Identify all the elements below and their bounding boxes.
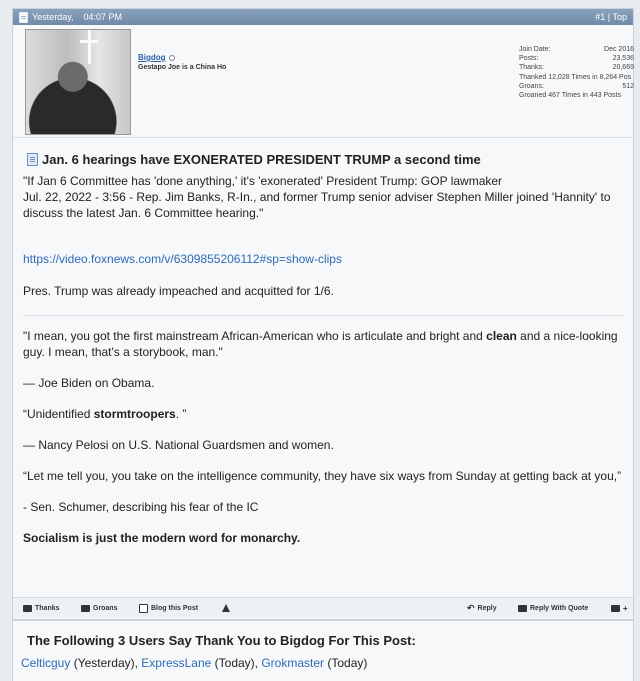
stat-label: Posts:: [519, 55, 539, 63]
statement: Pres. Trump was already impeached and acquitted for 1/6.: [23, 284, 334, 298]
biden-quote: "I mean, you got the first mainstream African-American who is articulate and bright and clean and a nice-looking guy. I mean, that's a storybook, man.": [23, 329, 618, 359]
reply-button[interactable]: ↶ Reply: [467, 602, 497, 613]
post-title: [27, 152, 623, 167]
blog-icon: [139, 604, 148, 613]
user-title: Gestapo Joe is a China Ho: [138, 64, 227, 71]
offline-status-icon: [169, 55, 175, 61]
stat-label: Thanks:: [519, 64, 544, 72]
stat-label: Groans:: [519, 82, 544, 90]
stat-value: 12,028 Times in 8,264 Pos: [548, 73, 632, 81]
document-icon: [27, 153, 38, 166]
schumer-quote: “Let me tell you, you take on the intelligence community, they have six ways from Sunday at getting back at you,”: [23, 469, 622, 483]
stat-value: 512: [622, 82, 634, 90]
stat-label: Groaned: [519, 92, 547, 100]
stat-value: 20,669: [612, 64, 634, 72]
post-number-link[interactable]: #1: [595, 12, 606, 22]
user-stats: [519, 45, 634, 100]
post-doc-icon: [19, 12, 28, 23]
thanks-title: The Following 3 Users Say Thank You to Bigdog For This Post:: [27, 633, 416, 648]
groans-icon: [81, 605, 90, 612]
schumer-attribution: - Sen. Schumer, describing his fear of the IC: [23, 500, 259, 514]
user-info: [13, 25, 633, 138]
thanker-link[interactable]: ExpressLane: [141, 656, 212, 670]
reply-arrow-icon: ↶: [467, 602, 475, 613]
header-divider: |: [607, 12, 611, 22]
stat-value: 23,536: [612, 55, 634, 63]
stat-label: Thanked: [519, 73, 547, 81]
quote-line-1: "If Jan 6 Committee has 'done anything,' it's 'exonerated' President Trump: GOP lawmaker: [23, 174, 503, 188]
thanker-link[interactable]: Celticguy: [21, 656, 71, 670]
thanker-link[interactable]: Grokmaster: [261, 656, 325, 670]
signature-divider: [23, 315, 623, 316]
thanks-icon: [23, 605, 32, 612]
thanks-when: (Yesterday),: [70, 656, 142, 670]
video-link[interactable]: https://video.foxnews.com/v/6309855206112#sp=show-clips: [23, 252, 342, 266]
multiquote-button[interactable]: +: [611, 604, 628, 613]
username-link[interactable]: Bigdog: [138, 53, 166, 62]
quote-line-2: Jul. 22, 2022 - 3:56 - Rep. Jim Banks, R-In., and former Trump senior adviser Stephen Miller joined 'Hannity' to discuss the latest Jan. 6 Committee hearing.": [23, 190, 611, 220]
thanks-button[interactable]: Thanks: [23, 605, 60, 612]
thanks-when: (Today): [324, 656, 368, 670]
post-date: Yesterday,: [32, 12, 74, 22]
post-time: 04:07 PM: [83, 12, 123, 22]
multiquote-icon: [611, 605, 620, 612]
avatar[interactable]: [25, 29, 131, 135]
thanks-users-list: [21, 656, 633, 670]
stat-label: Join Date:: [519, 46, 551, 53]
blog-post-button[interactable]: Blog this Post: [139, 604, 198, 613]
quote-icon: [518, 605, 527, 612]
stat-value: 467 Times in 443 Posts: [548, 92, 621, 100]
thanks-box: [12, 620, 634, 681]
thanks-when: (Today),: [211, 656, 262, 670]
post-title-text: Jan. 6 hearings have EXONERATED PRESIDENT TRUMP a second time: [42, 152, 481, 167]
pelosi-quote: “Unidentified stormtroopers. ”: [23, 407, 187, 421]
post-header: [13, 9, 633, 25]
stat-value: Dec 2016: [604, 46, 634, 53]
warning-icon: [222, 604, 230, 612]
pelosi-attribution: — Nancy Pelosi on U.S. National Guardsmen and women.: [23, 438, 334, 452]
post-action-bar: [13, 597, 633, 618]
reply-with-quote-button[interactable]: Reply With Quote: [518, 605, 588, 612]
groans-button[interactable]: Groans: [81, 605, 118, 612]
signature-closing: Socialism is just the modern word for monarchy.: [23, 531, 301, 545]
top-link[interactable]: Top: [612, 12, 627, 22]
report-button[interactable]: [222, 604, 230, 612]
post-container: [12, 8, 634, 620]
post-body: [13, 152, 633, 546]
biden-attribution: — Joe Biden on Obama.: [23, 376, 155, 390]
